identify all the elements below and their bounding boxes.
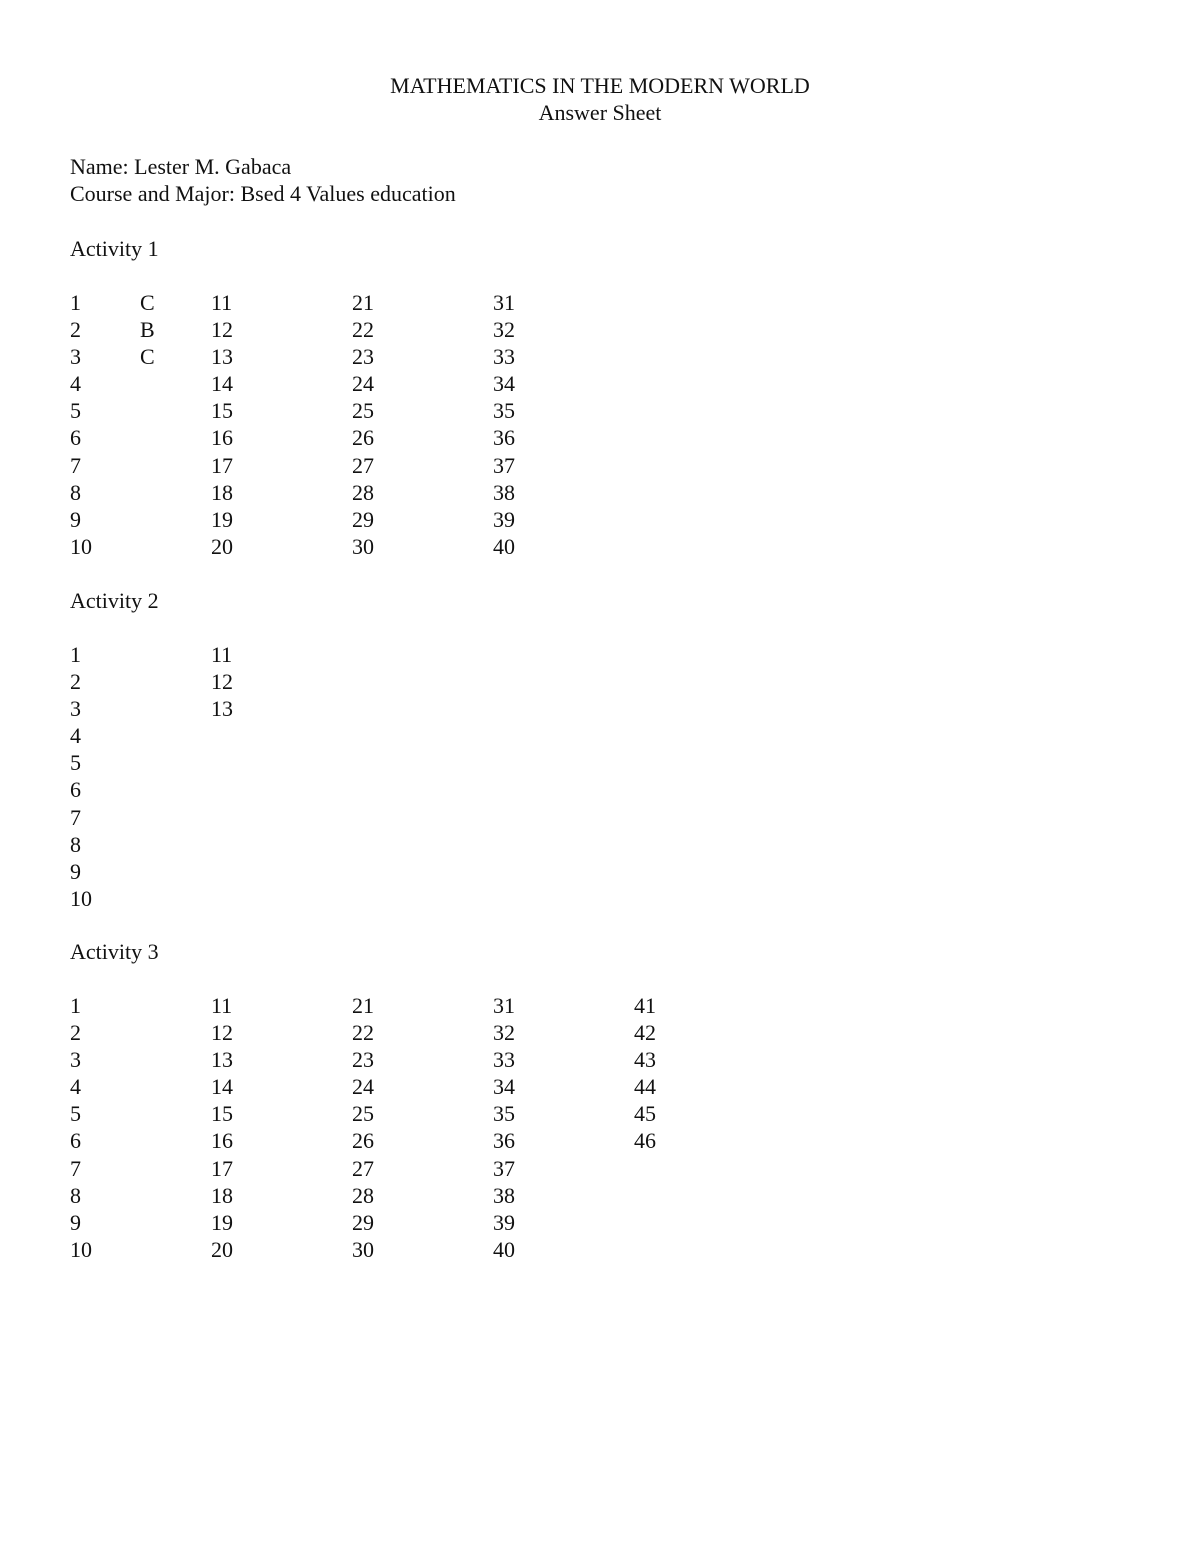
item-number: 4	[70, 723, 81, 749]
item-number: 3	[70, 1047, 81, 1073]
document-subtitle: Answer Sheet	[538, 100, 662, 125]
activity3-column-1	[70, 992, 92, 1263]
item-number: 23	[352, 1047, 374, 1073]
item-number: 43	[634, 1047, 656, 1073]
activity-1-section	[70, 235, 515, 560]
activity3-column-2	[211, 992, 233, 1263]
activity-1-title: Activity 1	[70, 236, 159, 261]
item-number: 6	[70, 777, 81, 803]
item-number: 10	[70, 533, 92, 559]
item-number: 36	[493, 425, 515, 451]
item-number: 29	[352, 1209, 374, 1235]
item-number: 34	[493, 1074, 515, 1100]
item-number: 12	[211, 1020, 233, 1046]
item-number: 33	[493, 344, 515, 370]
item-number: 8	[70, 831, 81, 857]
item-number: 10	[70, 885, 92, 911]
item-number: 7	[70, 1155, 81, 1181]
activity-3-section	[70, 938, 656, 1263]
item-number: 34	[493, 371, 515, 397]
item-number: 2	[70, 317, 81, 343]
document-header	[0, 72, 1200, 126]
item-number: 21	[352, 993, 374, 1018]
item-number: 31	[493, 993, 515, 1018]
activity-2-title: Activity 2	[70, 588, 159, 613]
item-number: 7	[70, 804, 81, 830]
item-number: 7	[70, 452, 81, 478]
item-number: 24	[352, 1074, 374, 1100]
item-number: 6	[70, 425, 81, 451]
item-number: 30	[352, 533, 374, 559]
item-number: 38	[493, 1182, 515, 1208]
item-number: 26	[352, 425, 374, 451]
item-number: 45	[634, 1101, 656, 1127]
item-number: 46	[634, 1128, 656, 1154]
item-number: 8	[70, 479, 81, 505]
item-number: 3	[70, 696, 81, 722]
activity-2-section	[70, 587, 233, 912]
item-number: 19	[211, 506, 233, 532]
item-number: 5	[70, 750, 81, 776]
item-number: 31	[493, 290, 515, 315]
item-number: 12	[211, 317, 233, 343]
item-number: 14	[211, 371, 233, 397]
item-number: 39	[493, 1209, 515, 1235]
document-title: MATHEMATICS IN THE MODERN WORLD	[390, 73, 810, 98]
item-number: 18	[211, 479, 233, 505]
item-number: 14	[211, 1074, 233, 1100]
answer-letter: B	[140, 317, 155, 343]
activity1-column-3	[352, 289, 374, 560]
activity1-column-4	[493, 289, 515, 560]
activity3-column-3	[352, 992, 374, 1263]
item-number: 41	[634, 993, 656, 1018]
item-number: 11	[211, 993, 233, 1018]
answer-letter: C	[140, 344, 155, 370]
item-number: 8	[70, 1182, 81, 1208]
item-number: 13	[211, 696, 233, 722]
item-number: 22	[352, 1020, 374, 1046]
item-number: 25	[352, 398, 374, 424]
item-number: 25	[352, 1101, 374, 1127]
item-number: 12	[211, 669, 233, 695]
item-number: 10	[70, 1236, 92, 1262]
activity-1-grid	[70, 289, 515, 560]
item-number: 9	[70, 1209, 81, 1235]
item-number: 29	[352, 506, 374, 532]
item-number: 20	[211, 1236, 233, 1262]
student-course: Course and Major: Bsed 4 Values education	[70, 181, 456, 206]
item-number: 24	[352, 371, 374, 397]
item-number: 1	[70, 290, 81, 315]
item-number: 37	[493, 452, 515, 478]
item-number: 42	[634, 1020, 656, 1046]
item-number: 28	[352, 479, 374, 505]
item-number: 11	[211, 642, 233, 667]
item-number: 3	[70, 344, 81, 370]
item-number: 1	[70, 993, 81, 1018]
item-number: 4	[70, 1074, 81, 1100]
item-number: 36	[493, 1128, 515, 1154]
item-number: 30	[352, 1236, 374, 1262]
student-info	[70, 153, 456, 207]
item-number: 17	[211, 452, 233, 478]
activity2-column-1	[70, 641, 92, 912]
item-number: 22	[352, 317, 374, 343]
item-number: 18	[211, 1182, 233, 1208]
item-number: 32	[493, 317, 515, 343]
item-number: 35	[493, 1101, 515, 1127]
item-number: 28	[352, 1182, 374, 1208]
item-number: 16	[211, 425, 233, 451]
item-number: 27	[352, 452, 374, 478]
item-number: 23	[352, 344, 374, 370]
item-number: 20	[211, 533, 233, 559]
item-number: 35	[493, 398, 515, 424]
item-number: 17	[211, 1155, 233, 1181]
activity1-answer-column	[140, 289, 155, 370]
activity1-column-2	[211, 289, 233, 560]
answer-letter: C	[140, 290, 155, 315]
item-number: 4	[70, 371, 81, 397]
activity2-column-2	[211, 641, 233, 722]
activity3-column-4	[493, 992, 515, 1263]
item-number: 9	[70, 858, 81, 884]
activity1-column-1	[70, 289, 92, 560]
item-number: 21	[352, 290, 374, 315]
activity-2-grid	[70, 641, 233, 912]
item-number: 26	[352, 1128, 374, 1154]
item-number: 6	[70, 1128, 81, 1154]
item-number: 40	[493, 1236, 515, 1262]
item-number: 27	[352, 1155, 374, 1181]
item-number: 32	[493, 1020, 515, 1046]
item-number: 2	[70, 1020, 81, 1046]
item-number: 37	[493, 1155, 515, 1181]
item-number: 40	[493, 533, 515, 559]
activity-3-grid	[70, 992, 656, 1263]
item-number: 15	[211, 398, 233, 424]
item-number: 33	[493, 1047, 515, 1073]
item-number: 9	[70, 506, 81, 532]
item-number: 5	[70, 398, 81, 424]
item-number: 19	[211, 1209, 233, 1235]
activity3-column-5	[634, 992, 656, 1155]
student-name: Name: Lester M. Gabaca	[70, 154, 292, 179]
item-number: 13	[211, 344, 233, 370]
item-number: 39	[493, 506, 515, 532]
item-number: 11	[211, 290, 233, 315]
activity-3-title: Activity 3	[70, 939, 159, 964]
item-number: 44	[634, 1074, 656, 1100]
item-number: 2	[70, 669, 81, 695]
item-number: 5	[70, 1101, 81, 1127]
item-number: 13	[211, 1047, 233, 1073]
item-number: 1	[70, 642, 81, 667]
item-number: 38	[493, 479, 515, 505]
item-number: 16	[211, 1128, 233, 1154]
item-number: 15	[211, 1101, 233, 1127]
